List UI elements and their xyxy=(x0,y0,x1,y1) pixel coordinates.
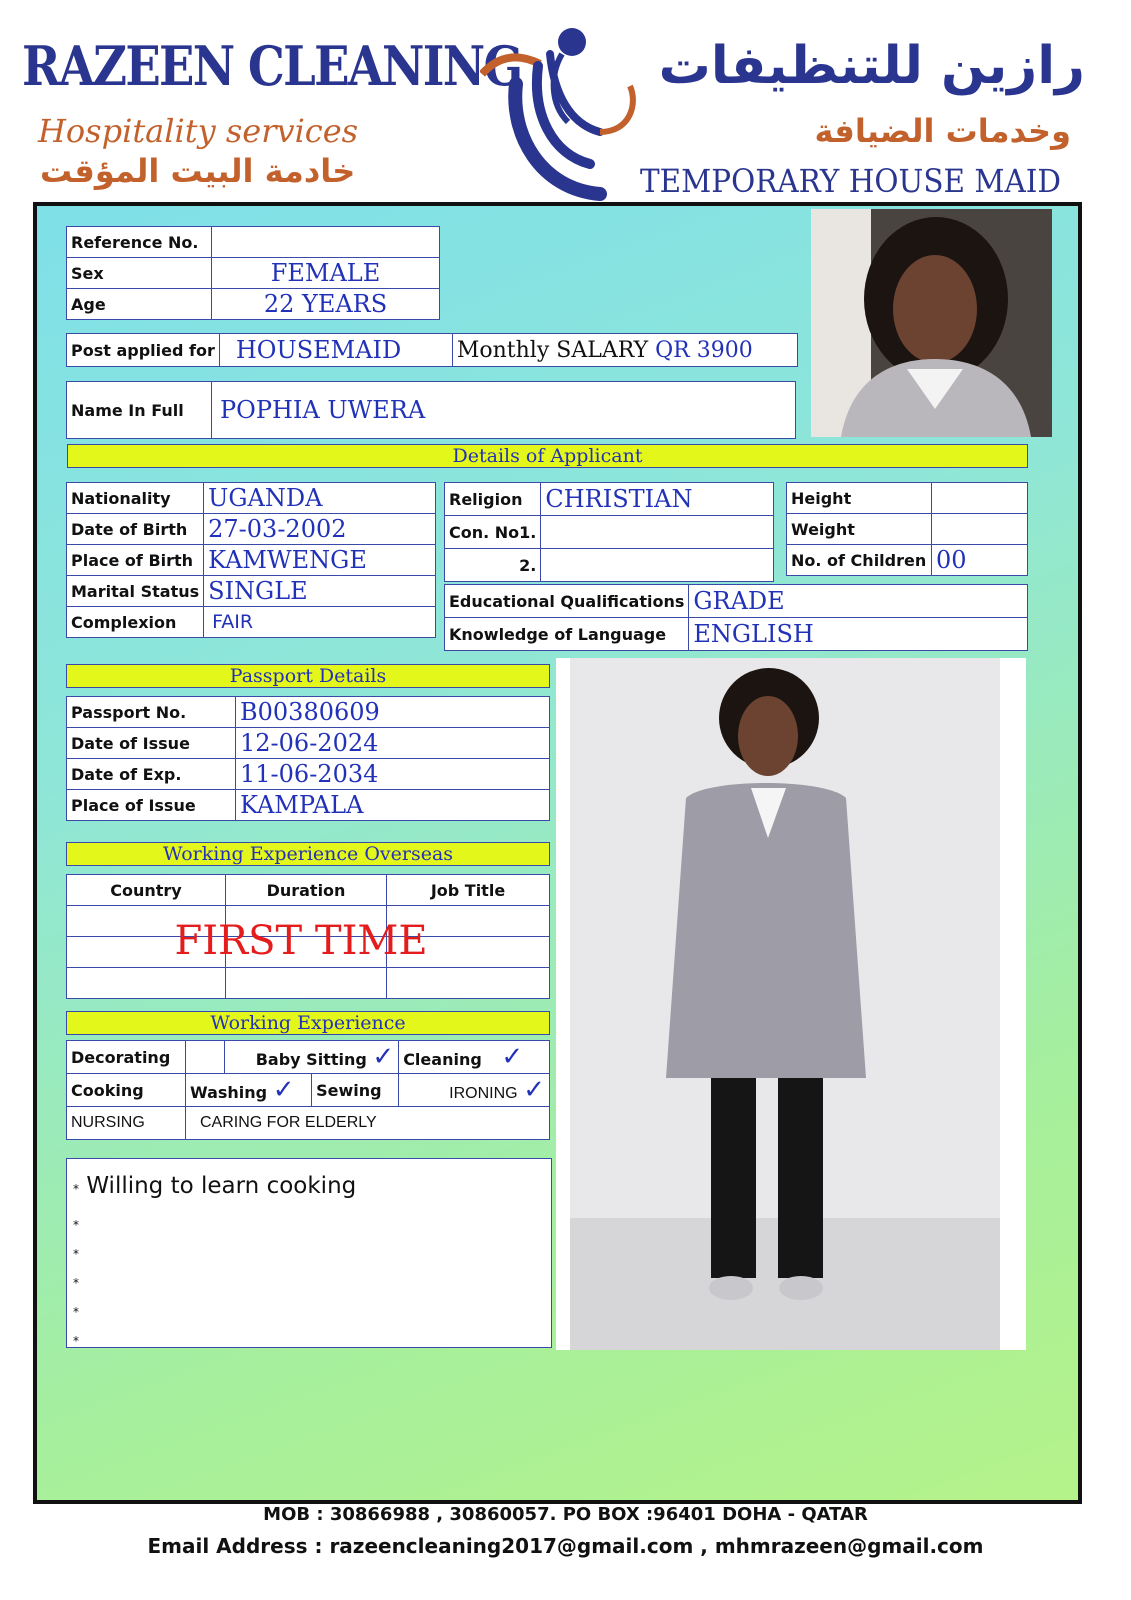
issue-place-label: Place of Issue xyxy=(67,790,236,821)
name-value: POPHIA UWERA xyxy=(212,382,796,439)
language-label: Knowledge of Language xyxy=(445,618,689,651)
reference-value xyxy=(212,227,440,258)
remarks-box xyxy=(66,1158,552,1348)
arabic-tagline: خادمة البيت المؤقت xyxy=(40,152,356,190)
age-value: 22 YEARS xyxy=(212,289,440,320)
contact-phone-pobox: MOB : 30866988 , 30860057. PO BOX :96401 DOHA - QATAR xyxy=(263,1504,868,1525)
bullet: * xyxy=(73,1218,79,1232)
expiry-date-label: Date of Exp. xyxy=(67,759,236,790)
decorating-check xyxy=(186,1041,225,1074)
religion-value: CHRISTIAN xyxy=(541,483,774,516)
company-name: RAZEEN CLEANING xyxy=(22,34,522,98)
age-label: Age xyxy=(67,289,212,320)
issue-place-value: KAMPALA xyxy=(236,790,550,821)
sex-value: FEMALE xyxy=(212,258,440,289)
children-value: 00 xyxy=(932,545,1028,576)
duration-header: Duration xyxy=(226,875,387,906)
remark-line-1: Willing to learn cooking xyxy=(86,1173,357,1199)
contact-email: Email Address : razeencleaning2017@gmail.com , mhmrazeen@gmail.com xyxy=(147,1534,984,1558)
working-experience-heading: Working Experience xyxy=(66,1011,550,1035)
dob-label: Date of Birth xyxy=(67,514,204,545)
check-icon: ✓ xyxy=(272,1075,295,1105)
weight-label: Weight xyxy=(787,514,932,545)
bullet: * xyxy=(73,1247,79,1261)
bullet: * xyxy=(73,1182,79,1196)
passport-table xyxy=(66,696,550,821)
religion-table xyxy=(444,482,774,582)
passport-no-value: B00380609 xyxy=(236,697,550,728)
con2-value xyxy=(541,549,774,582)
skill-decorating: Decorating xyxy=(67,1041,186,1074)
sex-label: Sex xyxy=(67,258,212,289)
complexion-value: FAIR xyxy=(204,607,436,638)
applicant-full-body-photo xyxy=(556,658,1026,1350)
reference-label: Reference No. xyxy=(67,227,212,258)
education-table xyxy=(444,584,1028,651)
dob-value: 27-03-2002 xyxy=(204,514,436,545)
company-logo xyxy=(480,14,640,204)
document-title: TEMPORARY HOUSE MAID xyxy=(640,162,1061,200)
issue-date-value: 12-06-2024 xyxy=(236,728,550,759)
body-stats-table xyxy=(786,482,1028,576)
skill-caring-for-elderly: CARING FOR ELDERLY xyxy=(186,1107,550,1140)
bullet: * xyxy=(73,1276,79,1290)
company-tagline: Hospitality services xyxy=(38,112,359,150)
religion-label: Religion xyxy=(445,483,541,516)
marital-label: Marital Status xyxy=(67,576,204,607)
applicant-portrait-photo xyxy=(811,209,1052,437)
salary-value: QR 3900 xyxy=(655,337,753,363)
bullet: * xyxy=(73,1334,79,1348)
overseas-experience-heading: Working Experience Overseas xyxy=(66,842,550,866)
education-label: Educational Qualifications xyxy=(445,585,689,618)
skill-nursing: NURSING xyxy=(67,1107,186,1140)
skill-baby-sitting: Baby Sitting xyxy=(255,1050,367,1069)
language-value: ENGLISH xyxy=(689,618,1028,651)
arabic-subtitle: وخدمات الضيافة xyxy=(814,112,1071,150)
first-time-note: FIRST TIME xyxy=(174,918,428,964)
personal-details-table xyxy=(66,482,436,638)
check-icon: ✓ xyxy=(372,1042,395,1072)
details-of-applicant-heading: Details of Applicant xyxy=(67,444,1028,468)
weight-value xyxy=(932,514,1028,545)
education-value: GRADE xyxy=(689,585,1028,618)
arabic-company-name: رازين للتنظيفات xyxy=(658,36,1085,96)
expiry-date-value: 11-06-2034 xyxy=(236,759,550,790)
skill-ironing: IRONING xyxy=(449,1085,518,1102)
name-table xyxy=(66,381,796,439)
name-label: Name In Full xyxy=(67,382,212,439)
height-value xyxy=(932,483,1028,514)
skill-sewing: Sewing xyxy=(312,1074,399,1107)
skills-table xyxy=(66,1040,550,1140)
pob-label: Place of Birth xyxy=(67,545,204,576)
passport-no-label: Passport No. xyxy=(67,697,236,728)
post-value: HOUSEMAID xyxy=(219,334,452,367)
skill-cooking: Cooking xyxy=(67,1074,186,1107)
marital-value: SINGLE xyxy=(204,576,436,607)
skill-washing: Washing xyxy=(190,1083,268,1102)
bullet: * xyxy=(73,1305,79,1319)
salary-label: Monthly SALARY xyxy=(456,337,649,363)
con2-label: 2. xyxy=(445,549,541,582)
issue-date-label: Date of Issue xyxy=(67,728,236,759)
job-title-header: Job Title xyxy=(387,875,550,906)
nationality-value: UGANDA xyxy=(204,483,436,514)
skill-cleaning: Cleaning xyxy=(403,1050,482,1069)
country-header: Country xyxy=(67,875,226,906)
post-table xyxy=(66,333,798,367)
check-icon: ✓ xyxy=(523,1075,545,1105)
check-icon: ✓ xyxy=(501,1042,524,1072)
pob-value: KAMWENGE xyxy=(204,545,436,576)
complexion-label: Complexion xyxy=(67,607,204,638)
post-label: Post applied for xyxy=(67,334,220,367)
height-label: Height xyxy=(787,483,932,514)
children-label: No. of Children xyxy=(787,545,932,576)
nationality-label: Nationality xyxy=(67,483,204,514)
con1-value xyxy=(541,516,774,549)
passport-details-heading: Passport Details xyxy=(66,664,550,688)
con1-label: Con. No1. xyxy=(445,516,541,549)
reference-table xyxy=(66,226,440,320)
